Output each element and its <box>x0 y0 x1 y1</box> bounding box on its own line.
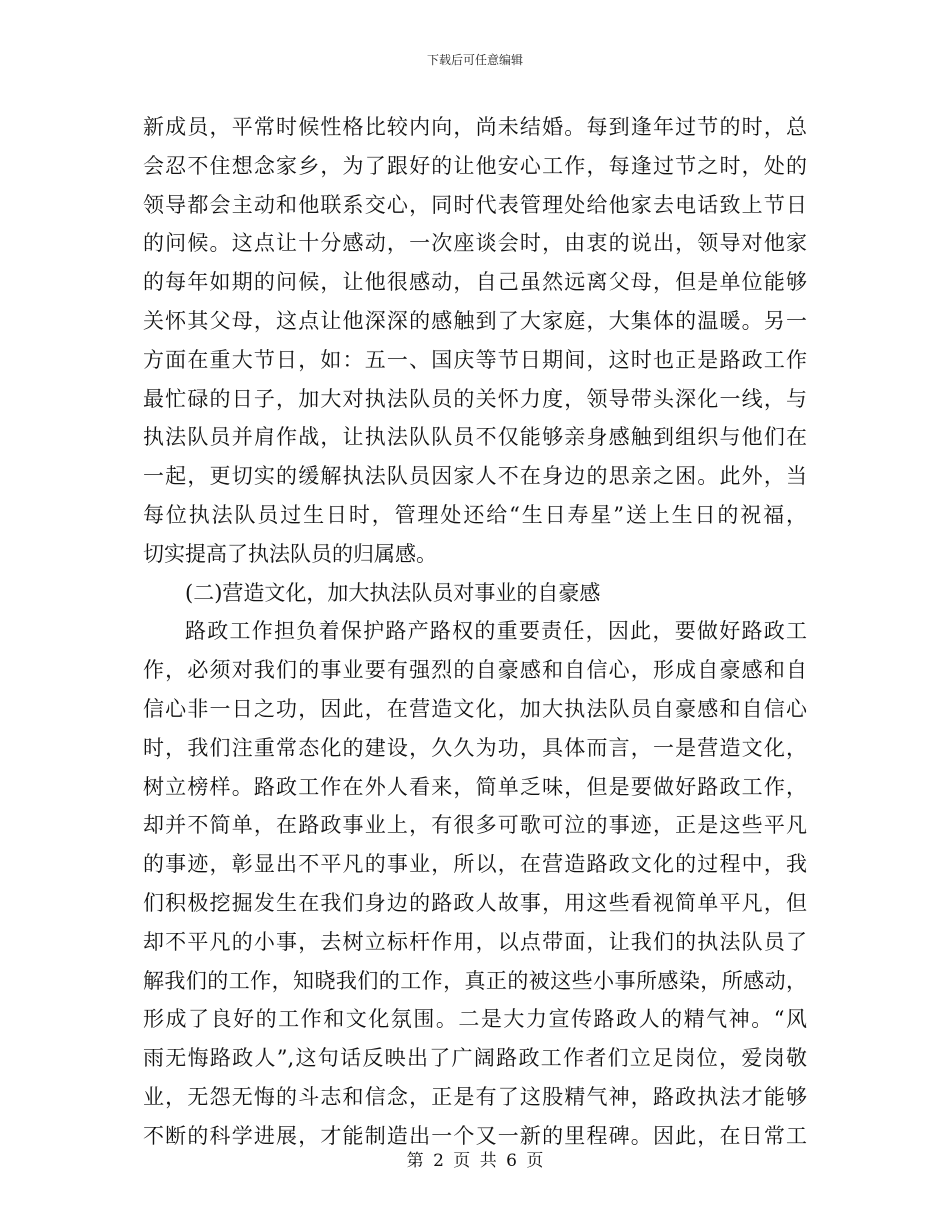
text-line: 雨无悔路政人”,这句话反映出了广阔路政工作者们立足岗位，爱岗敬 <box>143 1046 807 1071</box>
text-line: 关怀其父母，这点让他深深的感触到了大家庭，大集体的温暖。另一 <box>143 308 807 333</box>
section-heading: (二)营造文化，加大执法队员对事业的自豪感 <box>185 580 601 605</box>
text-line: 新成员，平常时候性格比较内向，尚未结婚。每到逢年过节的时，总 <box>143 115 807 139</box>
text-line: 每位执法队员过生日时，管理处还给“生日寿星”送上生日的祝福， <box>143 502 807 527</box>
text-line: 的每年如期的问候，让他很感动，自己虽然远离父母，但是单位能够 <box>143 270 807 295</box>
text-line: 解我们的工作，知晓我们的工作，真正的被这些小事所感染，所感动， <box>143 968 807 993</box>
text-line: 树立榜样。路政工作在外人看来，简单乏味，但是要做好路政工作， <box>143 774 807 799</box>
text-line: 时，我们注重常态化的建设，久久为功，具体而言，一是营造文化， <box>143 735 807 760</box>
text-line: 却并不简单，在路政事业上，有很多可歌可泣的事迹，正是这些平凡 <box>143 813 807 838</box>
body-text <box>143 108 807 1156</box>
text-line: 方面在重大节日，如：五一、国庆等节日期间，这时也正是路政工作 <box>143 347 807 372</box>
text-line: 一起，更切实的缓解执法队员因家人不在身边的思亲之困。此外，当 <box>143 464 807 489</box>
text-line: 业，无怨无悔的斗志和信念，正是有了这股精气神，路政执法才能够 <box>143 1084 807 1109</box>
page-number: 第 2 页 共 6 页 <box>406 1151 544 1171</box>
text-line: 的问候。这点让十分感动，一次座谈会时，由衷的说出，领导对他家 <box>143 231 807 256</box>
page-header: 下载后可任意编辑 <box>426 53 523 67</box>
text-line: 不断的科学进展，才能制造出一个又一新的里程碑。因此，在日常工 <box>143 1123 807 1148</box>
text-line: 领导都会主动和他联系交心，同时代表管理处给他家去电话致上节日 <box>143 192 807 217</box>
text-line: 形成了良好的工作和文化氛围。二是大力宣传路政人的精气神。“风 <box>143 1007 807 1032</box>
text-line: 会忍不住想念家乡，为了跟好的让他安心工作，每逢过节之时，处的 <box>143 153 807 178</box>
text-line: 却不平凡的小事，去树立标杆作用，以点带面，让我们的执法队员了 <box>143 929 807 954</box>
text-line: 切实提高了执法队员的归属感。 <box>143 541 437 566</box>
text-line: 执法队员并肩作战，让执法队队员不仅能够亲身感触到组织与他们在 <box>143 425 807 450</box>
text-line: 路政工作担负着保护路产路权的重要责任，因此，要做好路政工 <box>185 619 807 644</box>
text-line: 最忙碌的日子，加大对执法队员的关怀力度，领导带头深化一线，与 <box>143 386 807 411</box>
text-line: 的事迹，彰显出不平凡的事业，所以，在营造路政文化的过程中，我 <box>143 852 807 877</box>
text-line: 们积极挖掘发生在我们身边的路政人故事，用这些看视简单平凡，但 <box>143 890 807 915</box>
text-line: 信心非一日之功，因此，在营造文化，加大执法队员自豪感和自信心 <box>143 696 807 721</box>
text-line: 作，必须对我们的事业要有强烈的自豪感和自信心，形成自豪感和自 <box>143 658 807 683</box>
